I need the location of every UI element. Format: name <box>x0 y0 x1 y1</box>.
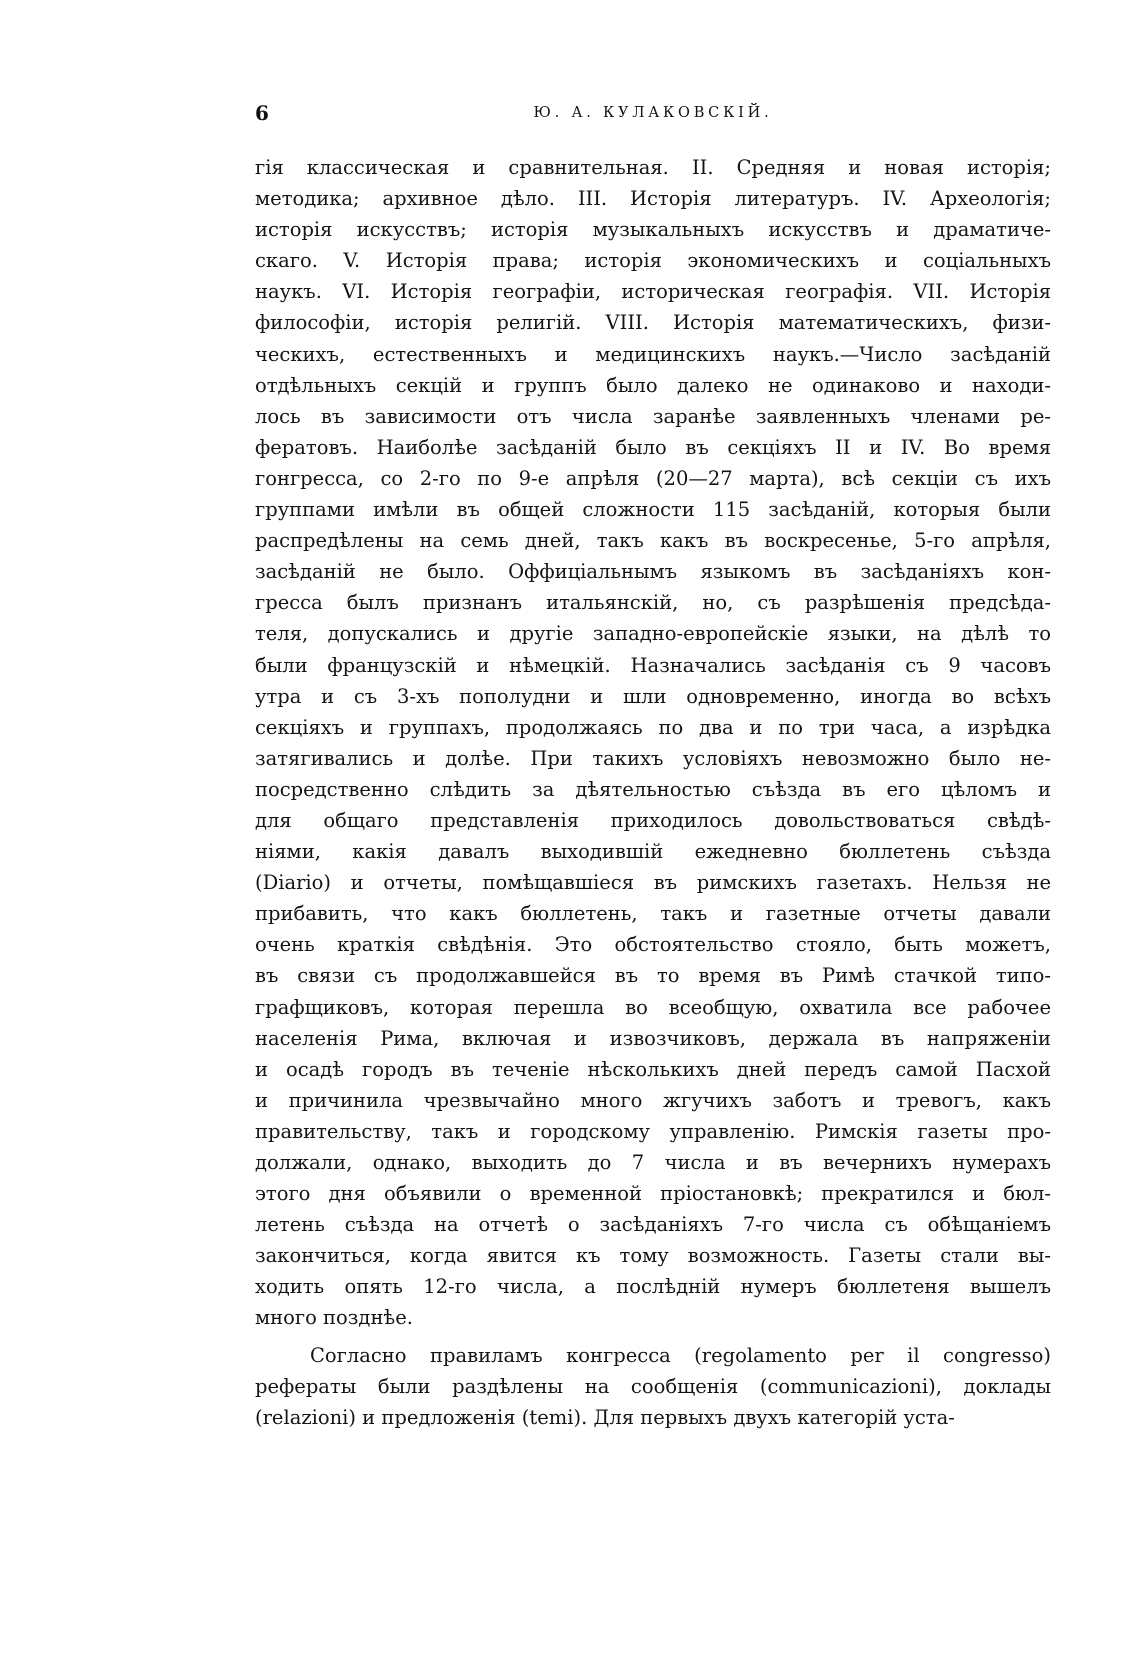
running-head-title: Ю. А. КУЛАКОВСКІЙ. <box>533 105 773 121</box>
text-line: группами имѣли въ общей сложности 115 засѣданій, которыя были <box>255 498 1051 522</box>
text-line: этого дня объявили о временной пріостановкѣ; прекратился и бюл- <box>255 1182 1051 1206</box>
paragraph-1 <box>255 152 1051 1334</box>
text-line: скаго. V. Исторія права; исторія экономическихъ и соціальныхъ <box>255 249 1051 273</box>
text-line: теля, допускались и другіе западно-европейскіе языки, на дѣлѣ то <box>255 622 1051 646</box>
text-line: рефераты были раздѣлены на сообщенія (communicazioni), доклады <box>255 1374 1051 1398</box>
text-line: отдѣльныхъ секцій и группъ было далеко не одинаково и находи- <box>255 373 1051 397</box>
text-line: населенія Рима, включая и извозчиковъ, держала въ напряженіи <box>255 1026 1051 1050</box>
text-line: распредѣлены на семь дней, такъ какъ въ воскресенье, 5-го апрѣля, <box>255 529 1051 553</box>
text-line: много позднѣе. <box>255 1306 413 1330</box>
running-head <box>255 101 1051 135</box>
text-line: гія классическая и сравнительная. II. Средняя и новая исторія; <box>255 156 1051 179</box>
text-line: гонгресса, со 2-го по 9-е апрѣля (20—27 марта), всѣ секціи съ ихъ <box>255 466 1051 490</box>
text-line: секціяхъ и группахъ, продолжаясь по два и по три часа, а изрѣдка <box>255 715 1051 739</box>
text-line: были французскій и нѣмецкій. Назначались засѣданія съ 9 часовъ <box>255 653 1051 677</box>
page-number: 6 <box>255 101 269 125</box>
text-line: закончиться, когда явится къ тому возможность. Газеты стали вы- <box>255 1244 1051 1268</box>
text-line: философіи, исторія религій. VIII. Исторія математическихъ, физи- <box>255 311 1051 335</box>
text-line: наукъ. VI. Исторія географіи, историческая географія. VII. Исторія <box>255 280 1051 304</box>
text-line: Согласно правиламъ конгресса (regolamento per il congresso) <box>310 1343 1051 1367</box>
text-line: фератовъ. Наиболѣе засѣданій было въ секціяхъ II и IV. Во время <box>255 435 1051 459</box>
text-line: исторія искусствъ; исторія музыкальныхъ искусствъ и драматиче- <box>255 218 1051 242</box>
text-line: графщиковъ, которая перешла во всеобщую, охватила все рабочее <box>255 995 1051 1019</box>
paragraph-2 <box>255 1340 1051 1433</box>
text-line: прибавить, что какъ бюллетень, такъ и газетные отчеты давали <box>255 902 1051 926</box>
text-line: летень съѣзда на отчетѣ о засѣданіяхъ 7-го числа съ обѣщаніемъ <box>255 1213 1051 1237</box>
text-line: гресса былъ признанъ итальянскій, но, съ разрѣшенія предсѣда- <box>255 591 1051 615</box>
text-line: затягивались и долѣе. При такихъ условіяхъ невозможно было не- <box>255 746 1051 770</box>
text-line: должали, однако, выходить до 7 числа и въ вечернихъ нумерахъ <box>255 1151 1051 1174</box>
text-line: правительству, такъ и городскому управленію. Римскія газеты про- <box>255 1119 1051 1143</box>
text-line: (relazioni) и предложенія (temi). Для первыхъ двухъ категорій уста- <box>255 1405 955 1429</box>
text-line: посредственно слѣдить за дѣятельностью съѣзда въ его цѣломъ и <box>255 777 1051 801</box>
text-line: въ связи съ продолжавшейся въ то время въ Римѣ стачкой типо- <box>255 964 1051 988</box>
text-line: засѣданій не было. Оффиціальнымъ языкомъ въ засѣданіяхъ кон- <box>255 560 1051 584</box>
text-line: для общаго представленія приходилось довольствоваться свѣдѣ- <box>255 808 1051 832</box>
text-line: (Diario) и отчеты, помѣщавшіеся въ римскихъ газетахъ. Нельзя не <box>255 871 1051 895</box>
text-line: лось въ зависимости отъ числа заранѣе заявленныхъ членами ре- <box>255 404 1051 428</box>
text-line: и осадѣ городъ въ теченіе нѣсколькихъ дней передъ самой Пасхой <box>255 1057 1051 1081</box>
text-line: ческихъ, естественныхъ и медицинскихъ наукъ.—Число засѣданій <box>255 342 1051 366</box>
text-line: очень краткія свѣдѣнія. Это обстоятельство стояло, быть можетъ, <box>255 933 1051 957</box>
text-line: ходить опять 12-го числа, а послѣдній нумеръ бюллетеня вышелъ <box>255 1275 1051 1299</box>
text-line: методика; архивное дѣло. III. Исторія литературъ. IV. Археологія; <box>255 187 1051 211</box>
text-line: и причинила чрезвычайно много жгучихъ заботъ и тревогъ, какъ <box>255 1088 1051 1112</box>
text-line: утра и съ 3-хъ пополудни и шли одновременно, иногда во всѣхъ <box>255 684 1051 708</box>
text-line: ніями, какія давалъ выходившій ежедневно бюллетень съѣзда <box>255 840 1051 864</box>
body-text <box>255 152 1051 1433</box>
